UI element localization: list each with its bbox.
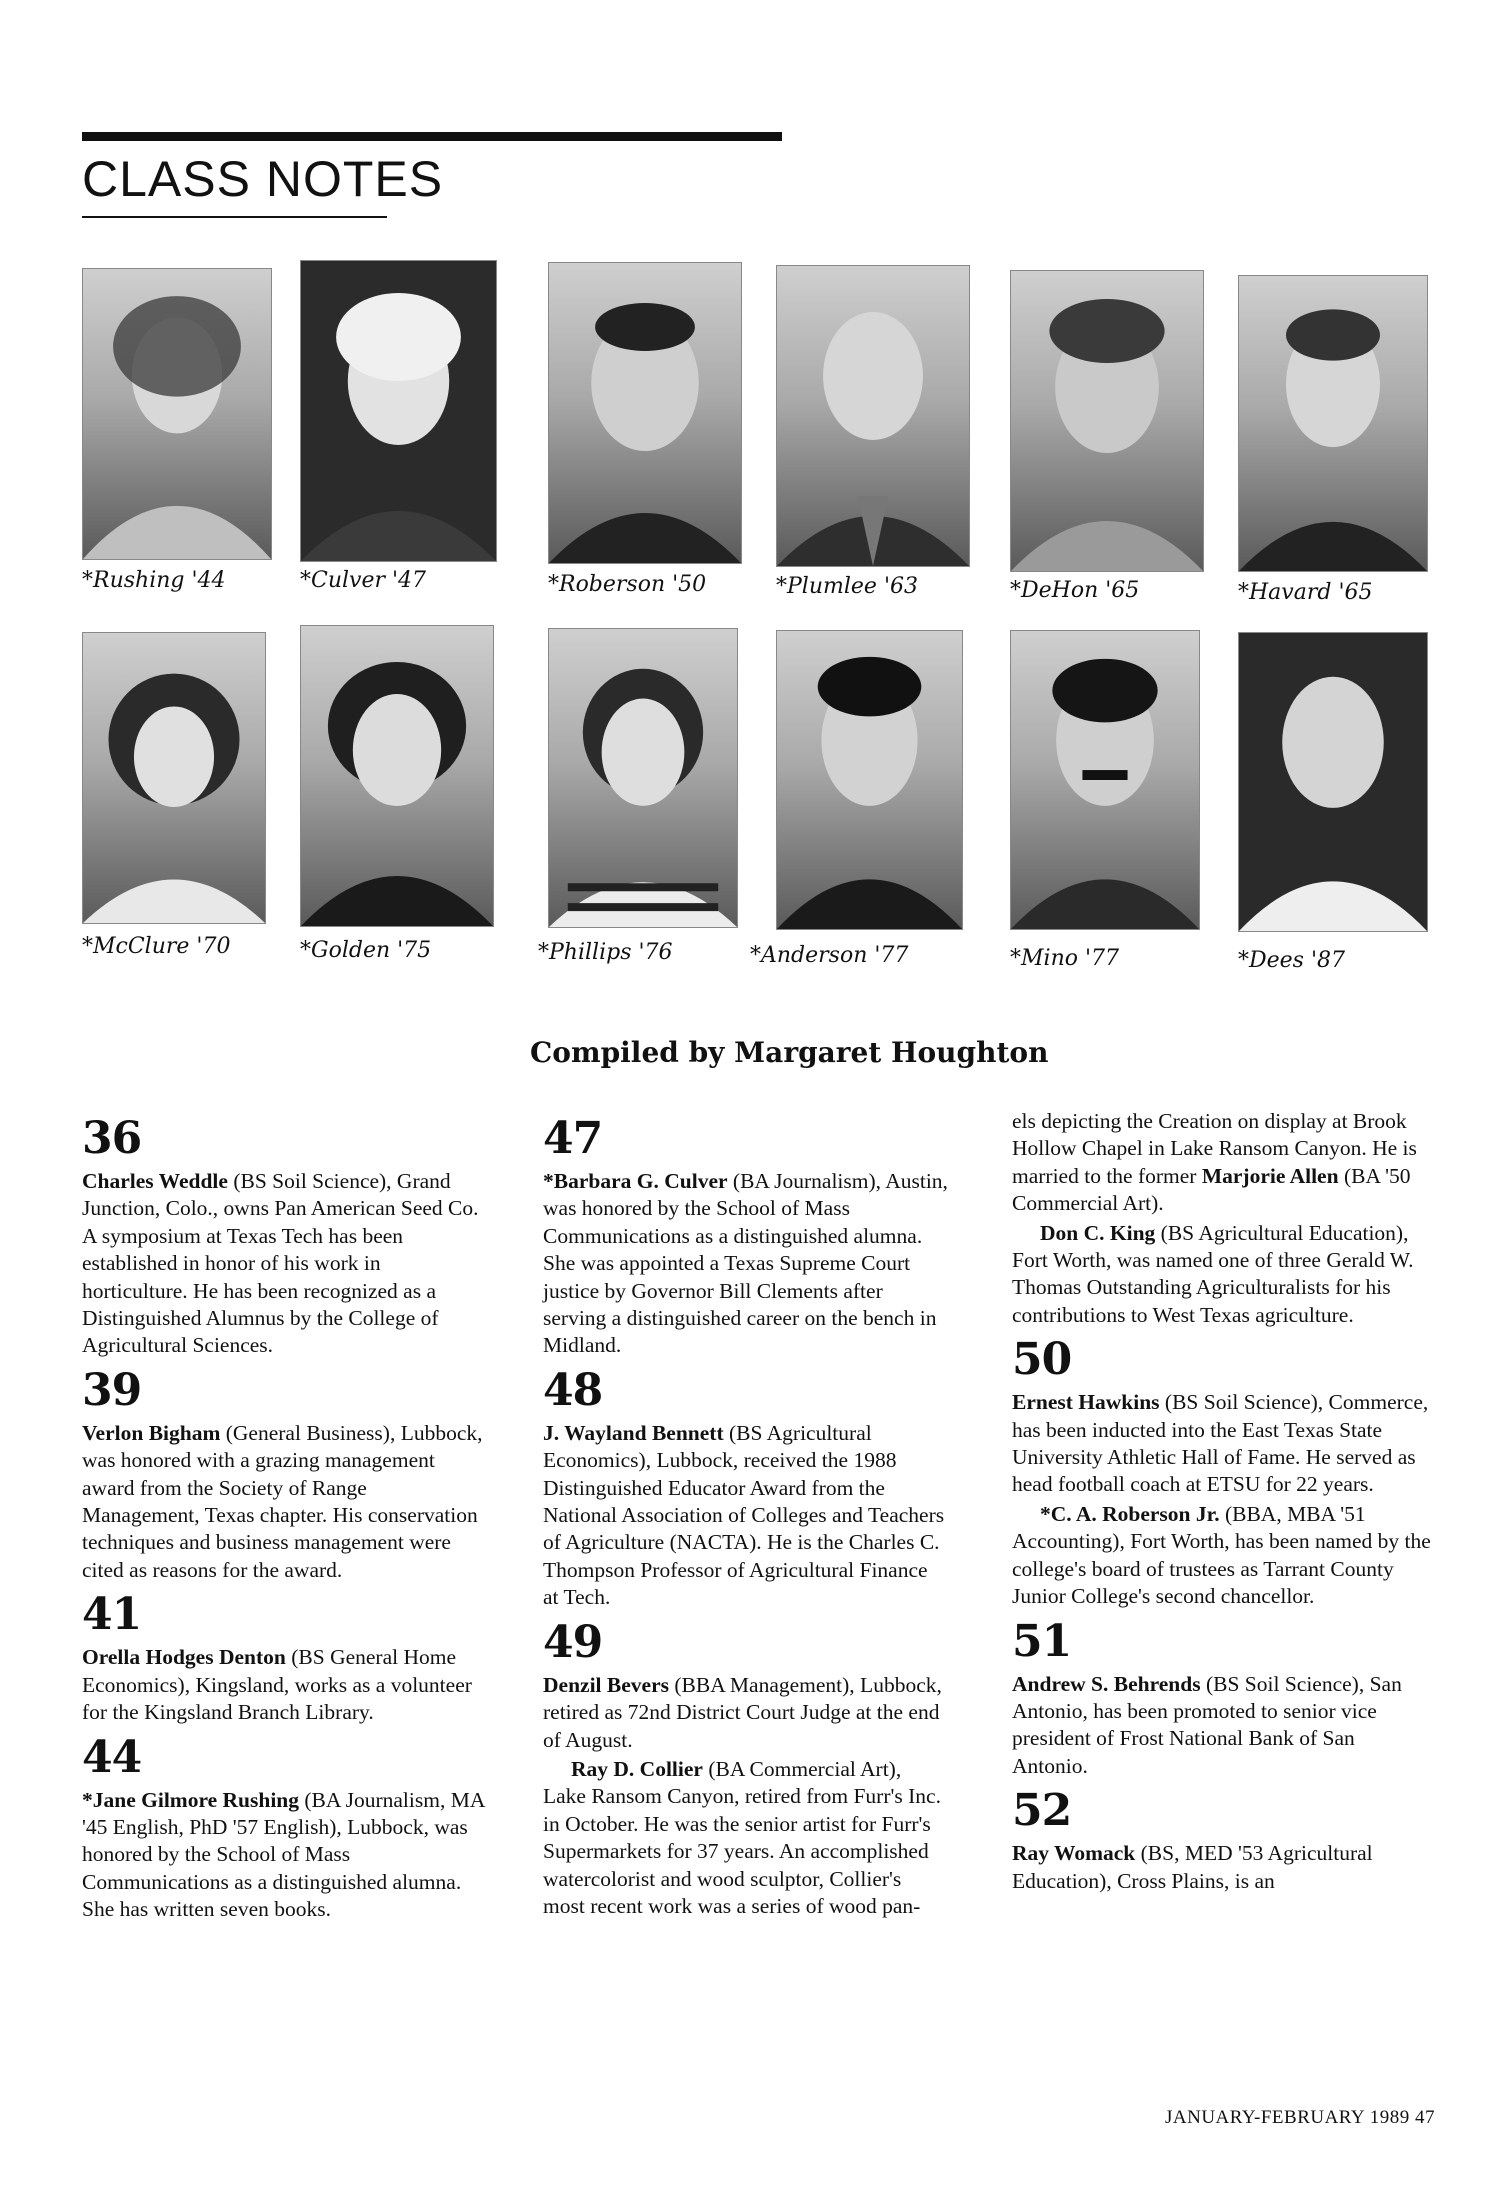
- entry-text: (BS Agricultural Economics), Lubbock, received the 1988 Distinguished Educator Award from the National Association of Colleges and Teachers of Agriculture (NACTA). He is the Charles C. Thompson Professor of Agricultural Finance at Tech.: [543, 1420, 945, 1610]
- entry-name: *Barbara G. Culver: [543, 1169, 728, 1193]
- header-top-rule: [82, 132, 782, 141]
- caption-mcclure: *McClure '70: [82, 934, 231, 959]
- entry-name: Don C. King: [1040, 1220, 1156, 1245]
- caption-phillips: *Phillips '76: [538, 940, 673, 965]
- entry-rushing: [82, 1787, 487, 1924]
- entry-name: Ray Womack: [1012, 1841, 1136, 1866]
- entry-denton: [82, 1644, 487, 1726]
- entry-text: (BS Soil Science), Grand Junction, Colo., owns Pan American Seed Co. A symposium at Texas Tech has been established in honor of his work in horticulture. He has been recognized as a Distinguished Alumnus by the College of Agricultural Sciences.: [82, 1169, 479, 1358]
- photo-plumlee: [776, 265, 970, 567]
- entry-text: (BS Agricultural Education), Fort Worth, was named one of three Gerald W. Thomas Outstanding Agriculturalists for his contributions to West Texas agriculture.: [1012, 1220, 1414, 1327]
- entry-name: Ernest Hawkins: [1012, 1390, 1160, 1415]
- year-heading-47: 47: [543, 1113, 603, 1164]
- entry-name: Marjorie Allen: [1201, 1163, 1339, 1188]
- photo-phillips: [548, 628, 738, 928]
- entry-culver: [543, 1168, 948, 1360]
- column-2: [543, 1108, 948, 1922]
- entry-name: Verlon Bigham: [82, 1420, 221, 1445]
- year-heading-36: 36: [82, 1113, 142, 1164]
- entry-womack: [1012, 1840, 1432, 1895]
- entry-text: els depicting the Creation on display at Brook Hollow Chapel in Lake Ransom Canyon. He is married to the former: [1012, 1109, 1417, 1188]
- entry-text: (BA Journalism), Austin, was honored by the School of Mass Communications as a distinguished alumna. She was appointed a Texas Supreme Court justice by Governor Bill Clements after serving a distinguished career on the bench in Midland.: [543, 1169, 948, 1358]
- photo-golden: [300, 625, 494, 927]
- entry-text: (BS, MED '53 Agricultural Education), Cross Plains, is an: [1012, 1841, 1373, 1893]
- entry-text: (BS General Home Economics), Kingsland, works as a volunteer for the Kingsland Branch Library.: [82, 1645, 472, 1725]
- photo-anderson: [776, 630, 963, 930]
- year-heading-52: 52: [1012, 1785, 1072, 1837]
- year-heading-51: 51: [1012, 1615, 1072, 1667]
- column-1: [82, 1108, 487, 1926]
- entry-text: (BA Commercial Art), Lake Ransom Canyon, retired from Furr's Inc. in October. He was the senior artist for Furr's Supermarkets for 37 years. An accomplished watercolorist and wood sculptor, Collier's most recent work was a series of wood pan-: [543, 1756, 941, 1918]
- section-title: CLASS NOTES: [82, 151, 444, 207]
- entry-bigham: [82, 1420, 487, 1584]
- entry-name: Charles Weddle: [82, 1169, 228, 1193]
- entry-text: (General Business), Lubbock, was honored with a grazing management award from the Society of Range Management, Texas chapter. His conservation techniques and business management were cited as reasons for the award.: [82, 1420, 483, 1582]
- caption-dehon: *DeHon '65: [1010, 578, 1140, 603]
- compiled-by-credit: Compiled by Margaret Houghton: [530, 1036, 1049, 1069]
- entry-bennett: [543, 1420, 948, 1612]
- entry-name: Andrew S. Behrends: [1012, 1671, 1201, 1696]
- entry-name: *C. A. Roberson Jr.: [1040, 1501, 1220, 1526]
- photo-roberson: [548, 262, 742, 564]
- photo-mino: [1010, 630, 1200, 930]
- photo-dees: [1238, 632, 1428, 932]
- entry-bevers: [543, 1672, 948, 1754]
- entry-roberson: [1012, 1501, 1432, 1611]
- caption-mino: *Mino '77: [1010, 946, 1120, 971]
- caption-dees: *Dees '87: [1238, 948, 1346, 973]
- photo-rushing: [82, 268, 272, 560]
- entry-text: (BA '50 Commercial Art).: [1012, 1163, 1411, 1216]
- entry-name: Denzil Bevers: [543, 1672, 669, 1697]
- caption-roberson: *Roberson '50: [548, 572, 707, 597]
- entry-name: J. Wayland Bennett: [543, 1420, 724, 1445]
- year-heading-49: 49: [543, 1616, 603, 1668]
- caption-rushing: *Rushing '44: [82, 568, 226, 593]
- caption-havard: *Havard '65: [1238, 580, 1373, 605]
- page-footer: JANUARY-FEBRUARY 1989 47: [1165, 2107, 1435, 2128]
- entry-weddle: [82, 1168, 487, 1360]
- caption-culver: *Culver '47: [300, 568, 427, 593]
- caption-anderson: *Anderson '77: [750, 943, 909, 968]
- entry-behrends: [1012, 1671, 1432, 1781]
- entry-name: Ray D. Collier: [571, 1756, 703, 1781]
- photo-dehon: [1010, 270, 1204, 572]
- photo-culver: [300, 260, 497, 562]
- entry-name: Orella Hodges Denton: [82, 1645, 286, 1670]
- entry-collier-continued: [1012, 1108, 1432, 1218]
- entry-text: (BS Soil Science), San Antonio, has been promoted to senior vice president of Frost National Bank of San Antonio.: [1012, 1671, 1402, 1778]
- entry-text: (BBA, MBA '51 Accounting), Fort Worth, has been named by the college's board of trustees as Tarrant County Junior College's second chancellor.: [1012, 1501, 1431, 1609]
- entry-text: (BBA Management), Lubbock, retired as 72nd District Court Judge at the end of August.: [543, 1672, 942, 1752]
- entry-collier: [543, 1756, 948, 1920]
- caption-golden: *Golden '75: [300, 938, 432, 963]
- entry-text: (BS Soil Science), Commerce, has been inducted into the East Texas State University Athletic Hall of Fame. He served as head football coach at ETSU for 22 years.: [1012, 1390, 1429, 1497]
- caption-plumlee: *Plumlee '63: [776, 574, 918, 599]
- entry-name: *Jane Gilmore Rushing: [82, 1787, 300, 1812]
- entry-hawkins: [1012, 1389, 1432, 1499]
- header-underline: [82, 216, 387, 218]
- entry-king: [1012, 1220, 1432, 1330]
- year-heading-50: 50: [1012, 1334, 1072, 1386]
- entry-text: (BA Journalism, MA '45 English, PhD '57 English), Lubbock, was honored by the School of Mass Communications as a distinguished alumna. She has written seven books.: [82, 1787, 485, 1922]
- photo-havard: [1238, 275, 1428, 572]
- column-3: [1012, 1108, 1432, 1897]
- photo-mcclure: [82, 632, 266, 924]
- year-heading-39: 39: [82, 1364, 142, 1416]
- year-heading-41: 41: [82, 1589, 142, 1641]
- year-heading-44: 44: [82, 1731, 142, 1783]
- year-heading-48: 48: [543, 1364, 603, 1416]
